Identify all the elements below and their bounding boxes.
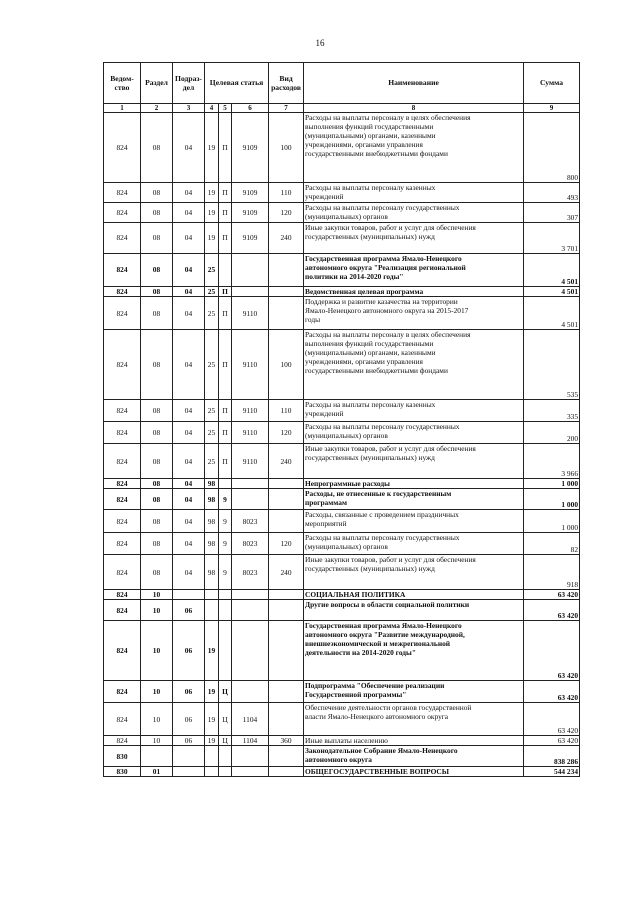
- cell-razdel: 08: [141, 444, 173, 479]
- cell-tselevaya-code: [232, 479, 269, 489]
- cell-tselevaya-subprogram: П: [219, 330, 232, 400]
- cell-naimenovanie: [304, 600, 524, 621]
- table-row: [104, 223, 580, 254]
- cell-tselevaya-subprogram: П: [219, 183, 232, 203]
- column-index: 1: [104, 104, 141, 113]
- cell-vedomstvo: 824: [104, 223, 141, 254]
- row-name-text: Иные выплаты населению: [305, 736, 388, 746]
- cell-tselevaya-subprogram: [219, 621, 232, 681]
- cell-tselevaya-program: 25: [205, 254, 219, 287]
- cell-tselevaya-subprogram: П: [219, 113, 232, 183]
- cell-summa: 3 966: [524, 444, 580, 479]
- table-row: [104, 703, 580, 736]
- column-index-row: [104, 104, 580, 113]
- cell-tselevaya-code: 9110: [232, 444, 269, 479]
- table-row: [104, 113, 580, 183]
- cell-summa: 82: [524, 533, 580, 555]
- cell-podrazdel: 04: [173, 510, 205, 533]
- cell-vid-raskhodov: 240: [269, 223, 304, 254]
- cell-naimenovanie: [304, 113, 524, 183]
- cell-tselevaya-program: 25: [205, 287, 219, 297]
- cell-tselevaya-subprogram: [219, 767, 232, 777]
- cell-podrazdel: 04: [173, 479, 205, 489]
- cell-summa: 1 000: [524, 510, 580, 533]
- cell-vedomstvo: 824: [104, 444, 141, 479]
- cell-tselevaya-code: [232, 254, 269, 287]
- cell-razdel: 08: [141, 183, 173, 203]
- cell-summa: 544 234: [524, 767, 580, 777]
- cell-vedomstvo: 824: [104, 297, 141, 330]
- cell-tselevaya-code: 1104: [232, 736, 269, 746]
- table-row: [104, 254, 580, 287]
- cell-razdel: 10: [141, 600, 173, 621]
- cell-razdel: 08: [141, 113, 173, 183]
- row-name-text: Расходы, не отнесенные к государственным программам: [305, 489, 452, 508]
- cell-podrazdel: 04: [173, 287, 205, 297]
- cell-vedomstvo: 824: [104, 600, 141, 621]
- cell-vid-raskhodov: 120: [269, 533, 304, 555]
- cell-naimenovanie: [304, 703, 524, 736]
- table-row: [104, 297, 580, 330]
- table-row: [104, 736, 580, 746]
- row-name-text: Расходы на выплаты персоналу государственных (муниципальных) органов: [305, 422, 460, 441]
- row-name-text: Иные закупки товаров, работ и услуг для обеспечения государственных (муниципальных) нужд: [305, 555, 476, 574]
- row-name-text: Расходы на выплаты персоналу казенных учреждений: [305, 400, 436, 419]
- cell-summa: 1 000: [524, 489, 580, 510]
- cell-tselevaya-subprogram: [219, 746, 232, 767]
- column-index: 8: [304, 104, 524, 113]
- cell-vid-raskhodov: 100: [269, 113, 304, 183]
- cell-podrazdel: 04: [173, 444, 205, 479]
- cell-naimenovanie: [304, 254, 524, 287]
- cell-tselevaya-subprogram: Ц: [219, 736, 232, 746]
- cell-tselevaya-program: 19: [205, 621, 219, 681]
- cell-tselevaya-code: [232, 746, 269, 767]
- cell-tselevaya-program: 98: [205, 479, 219, 489]
- column-index: 2: [141, 104, 173, 113]
- cell-vedomstvo: 824: [104, 422, 141, 444]
- cell-naimenovanie: [304, 223, 524, 254]
- cell-summa: 63 420: [524, 703, 580, 736]
- table-row: [104, 533, 580, 555]
- cell-naimenovanie: [304, 489, 524, 510]
- cell-summa: 63 420: [524, 681, 580, 703]
- table-row: [104, 621, 580, 681]
- table-row: [104, 510, 580, 533]
- cell-vid-raskhodov: 110: [269, 400, 304, 422]
- cell-podrazdel: 04: [173, 422, 205, 444]
- table-row: [104, 489, 580, 510]
- cell-summa: 307: [524, 203, 580, 223]
- cell-tselevaya-code: 9109: [232, 223, 269, 254]
- cell-summa: 4 501: [524, 254, 580, 287]
- cell-vedomstvo: 824: [104, 621, 141, 681]
- cell-naimenovanie: [304, 746, 524, 767]
- cell-vid-raskhodov: [269, 767, 304, 777]
- cell-tselevaya-code: [232, 681, 269, 703]
- cell-summa: 63 420: [524, 600, 580, 621]
- cell-summa: 200: [524, 422, 580, 444]
- row-name-text: Ведомственная целевая программа: [305, 287, 424, 296]
- cell-razdel: 10: [141, 703, 173, 736]
- cell-naimenovanie: [304, 287, 524, 297]
- cell-tselevaya-code: 9110: [232, 422, 269, 444]
- cell-vedomstvo: 824: [104, 287, 141, 297]
- cell-tselevaya-code: [232, 489, 269, 510]
- cell-tselevaya-code: 9109: [232, 113, 269, 183]
- cell-razdel: 08: [141, 510, 173, 533]
- cell-naimenovanie: [304, 183, 524, 203]
- cell-tselevaya-code: 8023: [232, 510, 269, 533]
- row-name-text: Другие вопросы в области социальной политики: [305, 600, 470, 610]
- cell-podrazdel: 06: [173, 703, 205, 736]
- cell-vedomstvo: 824: [104, 330, 141, 400]
- cell-razdel: 08: [141, 330, 173, 400]
- cell-tselevaya-subprogram: 9: [219, 489, 232, 510]
- row-name-text: Иные закупки товаров, работ и услуг для обеспечения государственных (муниципальных) нужд: [305, 223, 476, 242]
- cell-tselevaya-subprogram: П: [219, 287, 232, 297]
- cell-razdel: 10: [141, 590, 173, 600]
- cell-tselevaya-program: [205, 746, 219, 767]
- cell-podrazdel: 04: [173, 183, 205, 203]
- table-row: [104, 422, 580, 444]
- cell-podrazdel: 06: [173, 600, 205, 621]
- cell-podrazdel: [173, 767, 205, 777]
- cell-vid-raskhodov: [269, 746, 304, 767]
- table-row: [104, 287, 580, 297]
- cell-tselevaya-subprogram: Ц: [219, 703, 232, 736]
- cell-naimenovanie: [304, 533, 524, 555]
- cell-tselevaya-program: 19: [205, 203, 219, 223]
- cell-razdel: 10: [141, 681, 173, 703]
- cell-vedomstvo: 824: [104, 681, 141, 703]
- header-vedomstvo: Ведом- ство: [104, 63, 141, 104]
- budget-table: [103, 62, 580, 777]
- cell-vedomstvo: 824: [104, 113, 141, 183]
- row-name-text: ОБЩЕГОСУДАРСТВЕННЫЕ ВОПРОСЫ: [305, 767, 449, 777]
- cell-summa: 918: [524, 555, 580, 590]
- cell-podrazdel: 06: [173, 681, 205, 703]
- cell-tselevaya-program: 25: [205, 422, 219, 444]
- cell-podrazdel: 04: [173, 533, 205, 555]
- row-name-text: Иные закупки товаров, работ и услуг для обеспечения государственных (муниципальных) нужд: [305, 444, 476, 463]
- cell-tselevaya-program: 19: [205, 681, 219, 703]
- row-name-text: Расходы на выплаты персоналу в целях обеспечения выполнения функций государственными (муниципальными) органами, казенными учреждениями, органами управления государственными внебюджетными фондами: [305, 113, 471, 159]
- cell-naimenovanie: [304, 621, 524, 681]
- cell-tselevaya-code: [232, 621, 269, 681]
- cell-razdel: 08: [141, 297, 173, 330]
- table-row: [104, 746, 580, 767]
- column-index: 3: [173, 104, 205, 113]
- cell-podrazdel: 04: [173, 254, 205, 287]
- cell-podrazdel: 04: [173, 203, 205, 223]
- cell-summa: 335: [524, 400, 580, 422]
- cell-tselevaya-program: 19: [205, 183, 219, 203]
- cell-tselevaya-program: 98: [205, 510, 219, 533]
- cell-tselevaya-subprogram: П: [219, 203, 232, 223]
- cell-naimenovanie: [304, 681, 524, 703]
- cell-razdel: 08: [141, 479, 173, 489]
- cell-podrazdel: 04: [173, 297, 205, 330]
- cell-tselevaya-subprogram: Ц: [219, 681, 232, 703]
- cell-summa: 63 420: [524, 621, 580, 681]
- cell-tselevaya-program: [205, 590, 219, 600]
- cell-vid-raskhodov: 360: [269, 736, 304, 746]
- row-name-text: Непрограммные расходы: [305, 479, 390, 489]
- cell-razdel: [141, 746, 173, 767]
- cell-vid-raskhodov: 240: [269, 444, 304, 479]
- cell-tselevaya-subprogram: 9: [219, 555, 232, 590]
- page-number: 16: [315, 38, 325, 48]
- cell-vedomstvo: 830: [104, 767, 141, 777]
- table-row: [104, 681, 580, 703]
- cell-tselevaya-subprogram: 9: [219, 533, 232, 555]
- cell-tselevaya-code: 8023: [232, 555, 269, 590]
- cell-razdel: 08: [141, 254, 173, 287]
- cell-tselevaya-subprogram: 9: [219, 510, 232, 533]
- cell-summa: 535: [524, 330, 580, 400]
- cell-vid-raskhodov: [269, 510, 304, 533]
- cell-vedomstvo: 824: [104, 400, 141, 422]
- cell-vid-raskhodov: [269, 479, 304, 489]
- cell-tselevaya-program: 98: [205, 555, 219, 590]
- cell-tselevaya-program: [205, 767, 219, 777]
- cell-naimenovanie: [304, 330, 524, 400]
- cell-podrazdel: 04: [173, 223, 205, 254]
- cell-razdel: 08: [141, 223, 173, 254]
- column-index: 4: [205, 104, 219, 113]
- cell-tselevaya-code: 8023: [232, 533, 269, 555]
- table-row: [104, 767, 580, 777]
- cell-vid-raskhodov: 120: [269, 422, 304, 444]
- cell-naimenovanie: [304, 203, 524, 223]
- cell-tselevaya-program: 25: [205, 444, 219, 479]
- cell-tselevaya-code: 9110: [232, 330, 269, 400]
- cell-tselevaya-code: 1104: [232, 703, 269, 736]
- row-name-text: Обеспечение деятельности органов государственной власти Ямало-Ненецкого автономного округа: [305, 703, 472, 722]
- cell-vid-raskhodov: 100: [269, 330, 304, 400]
- cell-tselevaya-program: 25: [205, 400, 219, 422]
- table-row: [104, 444, 580, 479]
- cell-tselevaya-code: [232, 767, 269, 777]
- cell-podrazdel: 04: [173, 113, 205, 183]
- cell-tselevaya-subprogram: П: [219, 444, 232, 479]
- cell-vedomstvo: 824: [104, 489, 141, 510]
- cell-podrazdel: 06: [173, 736, 205, 746]
- cell-tselevaya-program: 25: [205, 297, 219, 330]
- cell-tselevaya-code: 9110: [232, 297, 269, 330]
- row-name-text: Государственная программа Ямало-Ненецкого автономного округа "Реализация региональной политики на 2014-2020 годы": [305, 254, 466, 282]
- cell-tselevaya-program: 19: [205, 113, 219, 183]
- cell-tselevaya-code: 9109: [232, 183, 269, 203]
- cell-naimenovanie: [304, 297, 524, 330]
- cell-vid-raskhodov: [269, 254, 304, 287]
- cell-naimenovanie: [304, 590, 524, 600]
- cell-razdel: 08: [141, 555, 173, 590]
- cell-podrazdel: 04: [173, 330, 205, 400]
- cell-razdel: 08: [141, 400, 173, 422]
- cell-vid-raskhodov: [269, 297, 304, 330]
- cell-naimenovanie: [304, 422, 524, 444]
- cell-tselevaya-code: [232, 590, 269, 600]
- table-row: [104, 330, 580, 400]
- row-name-text: Расходы на выплаты персоналу государственных (муниципальных) органов: [305, 203, 460, 222]
- cell-naimenovanie: [304, 736, 524, 746]
- cell-vid-raskhodov: [269, 287, 304, 297]
- cell-tselevaya-code: [232, 600, 269, 621]
- cell-tselevaya-program: 25: [205, 330, 219, 400]
- cell-tselevaya-code: 9110: [232, 400, 269, 422]
- header-row: [104, 63, 580, 104]
- cell-naimenovanie: [304, 555, 524, 590]
- cell-vedomstvo: 824: [104, 203, 141, 223]
- cell-vid-raskhodov: 240: [269, 555, 304, 590]
- cell-vedomstvo: 824: [104, 703, 141, 736]
- cell-tselevaya-program: 19: [205, 736, 219, 746]
- cell-naimenovanie: [304, 479, 524, 489]
- cell-razdel: 08: [141, 203, 173, 223]
- cell-razdel: 08: [141, 533, 173, 555]
- cell-summa: 493: [524, 183, 580, 203]
- cell-tselevaya-program: 98: [205, 533, 219, 555]
- cell-tselevaya-program: 98: [205, 489, 219, 510]
- cell-vid-raskhodov: [269, 703, 304, 736]
- cell-naimenovanie: [304, 444, 524, 479]
- row-name-text: Подпрограмма "Обеспечение реализации Государственной программы": [305, 681, 445, 700]
- cell-summa: 63 420: [524, 590, 580, 600]
- cell-summa: 4 501: [524, 297, 580, 330]
- cell-tselevaya-subprogram: П: [219, 400, 232, 422]
- cell-summa: 63 420: [524, 736, 580, 746]
- row-name-text: Законодательное Собрание Ямало-Ненецкого автономного округа: [305, 746, 458, 765]
- cell-vedomstvo: 824: [104, 254, 141, 287]
- header-podrazdel: Подраз- дел: [173, 63, 205, 104]
- header-summa: Сумма: [524, 63, 580, 104]
- cell-podrazdel: 06: [173, 621, 205, 681]
- cell-podrazdel: 04: [173, 400, 205, 422]
- cell-summa: 1 000: [524, 479, 580, 489]
- cell-vedomstvo: 824: [104, 533, 141, 555]
- cell-vid-raskhodov: 110: [269, 183, 304, 203]
- cell-naimenovanie: [304, 767, 524, 777]
- header-vid-raskhodov: Вид расходов: [269, 63, 304, 104]
- cell-tselevaya-program: 19: [205, 703, 219, 736]
- column-index: 9: [524, 104, 580, 113]
- row-name-text: Государственная программа Ямало-Ненецкого автономного округа "Развитие международной, внешнеэкономической и межрегиональной деятельности на 2014-2020 годы": [305, 621, 465, 658]
- row-name-text: Расходы, связанные с проведением праздничных мероприятий: [305, 510, 459, 529]
- table-row: [104, 479, 580, 489]
- row-name-text: Расходы на выплаты персоналу казенных учреждений: [305, 183, 436, 202]
- cell-tselevaya-subprogram: [219, 600, 232, 621]
- cell-summa: 4 501: [524, 287, 580, 297]
- cell-tselevaya-subprogram: [219, 479, 232, 489]
- header-naimenovanie: Наименование: [304, 63, 524, 104]
- table-row: [104, 600, 580, 621]
- cell-razdel: 10: [141, 621, 173, 681]
- column-index: 7: [269, 104, 304, 113]
- cell-vedomstvo: 824: [104, 479, 141, 489]
- table-row: [104, 400, 580, 422]
- cell-summa: 838 286: [524, 746, 580, 767]
- cell-vedomstvo: 830: [104, 746, 141, 767]
- column-index: 6: [232, 104, 269, 113]
- cell-vedomstvo: 824: [104, 183, 141, 203]
- cell-razdel: 08: [141, 489, 173, 510]
- row-name-text: Поддержка и развитие казачества на территории Ямало-Ненецкого автономного округа на 2015-2017 годы: [305, 297, 469, 325]
- cell-vid-raskhodov: [269, 681, 304, 703]
- cell-podrazdel: 04: [173, 489, 205, 510]
- cell-podrazdel: [173, 746, 205, 767]
- cell-razdel: 01: [141, 767, 173, 777]
- cell-vid-raskhodov: [269, 489, 304, 510]
- table-row: [104, 590, 580, 600]
- cell-vid-raskhodov: [269, 600, 304, 621]
- header-razdel: Раздел: [141, 63, 173, 104]
- cell-naimenovanie: [304, 510, 524, 533]
- cell-summa: 800: [524, 113, 580, 183]
- cell-tselevaya-program: 19: [205, 223, 219, 254]
- row-name-text: Расходы на выплаты персоналу государственных (муниципальных) органов: [305, 533, 460, 552]
- row-name-text: Расходы на выплаты персоналу в целях обеспечения выполнения функций государственными (муниципальными) органами, казенными учреждениями, органами управления государственными внебюджетными фондами: [305, 330, 471, 376]
- cell-vedomstvo: 824: [104, 555, 141, 590]
- table-row: [104, 183, 580, 203]
- cell-razdel: 08: [141, 422, 173, 444]
- cell-tselevaya-subprogram: [219, 590, 232, 600]
- cell-tselevaya-subprogram: П: [219, 223, 232, 254]
- cell-vedomstvo: 824: [104, 590, 141, 600]
- cell-vedomstvo: 824: [104, 736, 141, 746]
- cell-tselevaya-subprogram: П: [219, 422, 232, 444]
- table-row: [104, 555, 580, 590]
- cell-razdel: 08: [141, 287, 173, 297]
- cell-tselevaya-subprogram: [219, 254, 232, 287]
- table-row: [104, 203, 580, 223]
- cell-vid-raskhodov: [269, 590, 304, 600]
- cell-podrazdel: 04: [173, 555, 205, 590]
- cell-tselevaya-code: [232, 287, 269, 297]
- column-index: 5: [219, 104, 232, 113]
- cell-tselevaya-code: 9109: [232, 203, 269, 223]
- cell-vedomstvo: 824: [104, 510, 141, 533]
- cell-razdel: 10: [141, 736, 173, 746]
- cell-tselevaya-program: [205, 600, 219, 621]
- header-tselevaya-statya: Целевая статья: [205, 63, 269, 104]
- cell-summa: 3 701: [524, 223, 580, 254]
- cell-tselevaya-subprogram: П: [219, 297, 232, 330]
- row-name-text: СОЦИАЛЬНАЯ ПОЛИТИКА: [305, 590, 406, 600]
- cell-podrazdel: [173, 590, 205, 600]
- cell-vid-raskhodov: 120: [269, 203, 304, 223]
- cell-vid-raskhodov: [269, 621, 304, 681]
- cell-naimenovanie: [304, 400, 524, 422]
